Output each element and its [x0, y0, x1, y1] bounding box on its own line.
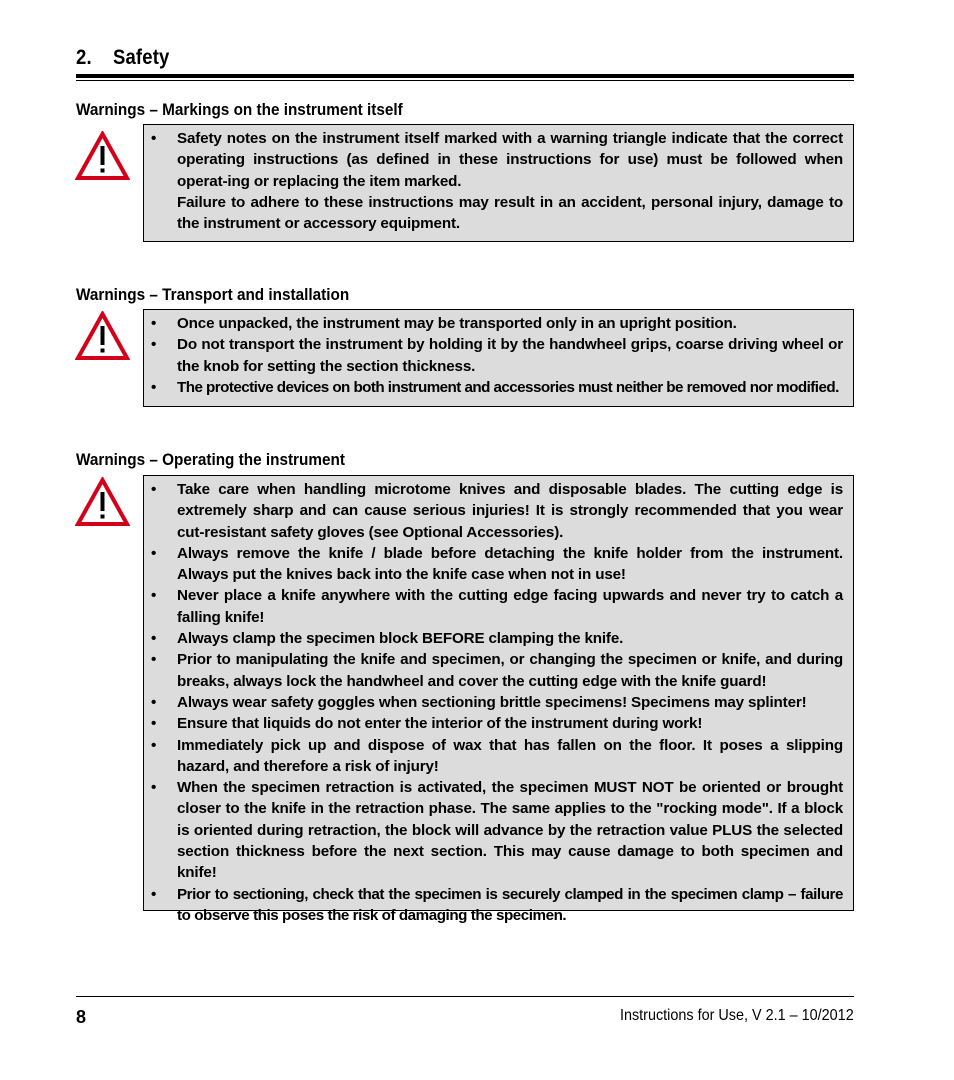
footer-doc-info: Instructions for Use, V 2.1 – 10/2012	[620, 1007, 854, 1024]
item-text: The protective devices on both instrument and accessories must neither be removed nor modified.	[177, 378, 839, 396]
item-text: Take care when handling microtome knives and disposable blades. The cutting edge is extremely sharp and can cause serious injuries! It is strongly recommended that you wear cut-resistant safety gloves (see Optional Accessories).	[177, 481, 843, 541]
item-text: Always clamp the specimen block BEFORE clamping the knife.	[177, 630, 624, 648]
list-item	[150, 313, 843, 334]
section-heading-markings: Warnings – Markings on the instrument itself	[76, 100, 403, 119]
list-item	[150, 628, 843, 649]
bullet: •	[151, 378, 157, 396]
item-text: Always remove the knife / blade before detaching the knife holder from the instrument. Always put the knives back into the knife case when not in use!	[177, 544, 843, 584]
list-item	[150, 585, 843, 628]
header-rule-thick	[76, 74, 854, 78]
list-item	[150, 692, 843, 713]
list-item	[150, 128, 843, 192]
bullet: •	[151, 651, 157, 669]
item-text: Prior to manipulating the knife and specimen, or changing the specimen or knife, and during breaks, always lock the handwheel and cover the cutting edge with the knife guard!	[177, 651, 843, 690]
list-item	[150, 735, 843, 778]
bullet: •	[151, 130, 157, 147]
item-text: When the specimen retraction is activated, the specimen MUST NOT be oriented or brought closer to the knife in the retraction phase. The same applies to the "rocking mode". If a block is oriented during retraction, the block will advance by the retraction value PLUS the selected section thickness before the next section. This may cause damage to both specimen and knife!	[177, 779, 843, 882]
footer-rule	[76, 996, 854, 997]
list-item	[150, 479, 843, 543]
item-text: Never place a knife anywhere with the cutting edge facing upwards and never try to catch a falling knife!	[177, 587, 843, 626]
list-item	[150, 377, 843, 398]
chapter-number: 2.	[76, 46, 92, 69]
warning-note: Failure to adhere to these instructions may result in an accident, personal injury, damage to the instrument or accessory equipment.	[177, 193, 843, 233]
bullet: •	[151, 587, 157, 605]
item-text: Always wear safety goggles when sectioning brittle specimens! Specimens may splinter!	[177, 693, 807, 711]
bullet: •	[151, 779, 157, 797]
warning-box-transport	[143, 309, 854, 407]
warning-box-markings	[143, 124, 854, 242]
item-text: Do not transport the instrument by holding it by the handwheel grips, coarse driving wheel or the knob for setting the section thickness.	[177, 336, 843, 375]
bullet: •	[151, 315, 157, 332]
item-text: Immediately pick up and dispose of wax that has fallen on the floor. It poses a slipping hazard, and therefore a risk of injury!	[177, 736, 843, 775]
item-text: Once unpacked, the instrument may be transported only in an upright position.	[177, 315, 737, 332]
bullet: •	[151, 885, 157, 903]
list-item	[150, 884, 843, 927]
item-text: Safety notes on the instrument itself marked with a warning triangle indicate that the correct operating instructions (as defined in these instructions for use) must be followed when operat-ing or replacing the item marked.	[177, 130, 843, 190]
warning-box-operating	[143, 475, 854, 924]
page-number: 8	[76, 1007, 87, 1027]
bullet: •	[151, 693, 157, 711]
chapter-title-text: Safety	[112, 46, 170, 69]
warning-triangle-icon	[75, 311, 130, 361]
bullet: •	[151, 544, 157, 562]
bullet: •	[151, 481, 157, 498]
list-item	[150, 334, 843, 377]
item-text: Ensure that liquids do not enter the interior of the instrument during work!	[177, 715, 703, 733]
section-heading-transport: Warnings – Transport and installation	[76, 285, 350, 304]
header-rule-thin	[76, 80, 854, 81]
warning-triangle-icon	[75, 477, 130, 527]
list-item	[150, 649, 843, 692]
chapter-title	[76, 46, 169, 70]
list-item	[150, 543, 843, 586]
bullet: •	[151, 715, 157, 733]
warning-triangle-icon	[75, 131, 130, 181]
list-item	[150, 777, 843, 883]
list-item	[150, 713, 843, 734]
bullet: •	[151, 630, 157, 648]
bullet: •	[151, 736, 157, 754]
section-heading-operating: Warnings – Operating the instrument	[76, 450, 345, 469]
item-text: Prior to sectioning, check that the specimen is securely clamped in the specimen clamp – failure to observe this poses the risk of damaging the specimen.	[177, 885, 843, 924]
bullet: •	[151, 336, 157, 354]
